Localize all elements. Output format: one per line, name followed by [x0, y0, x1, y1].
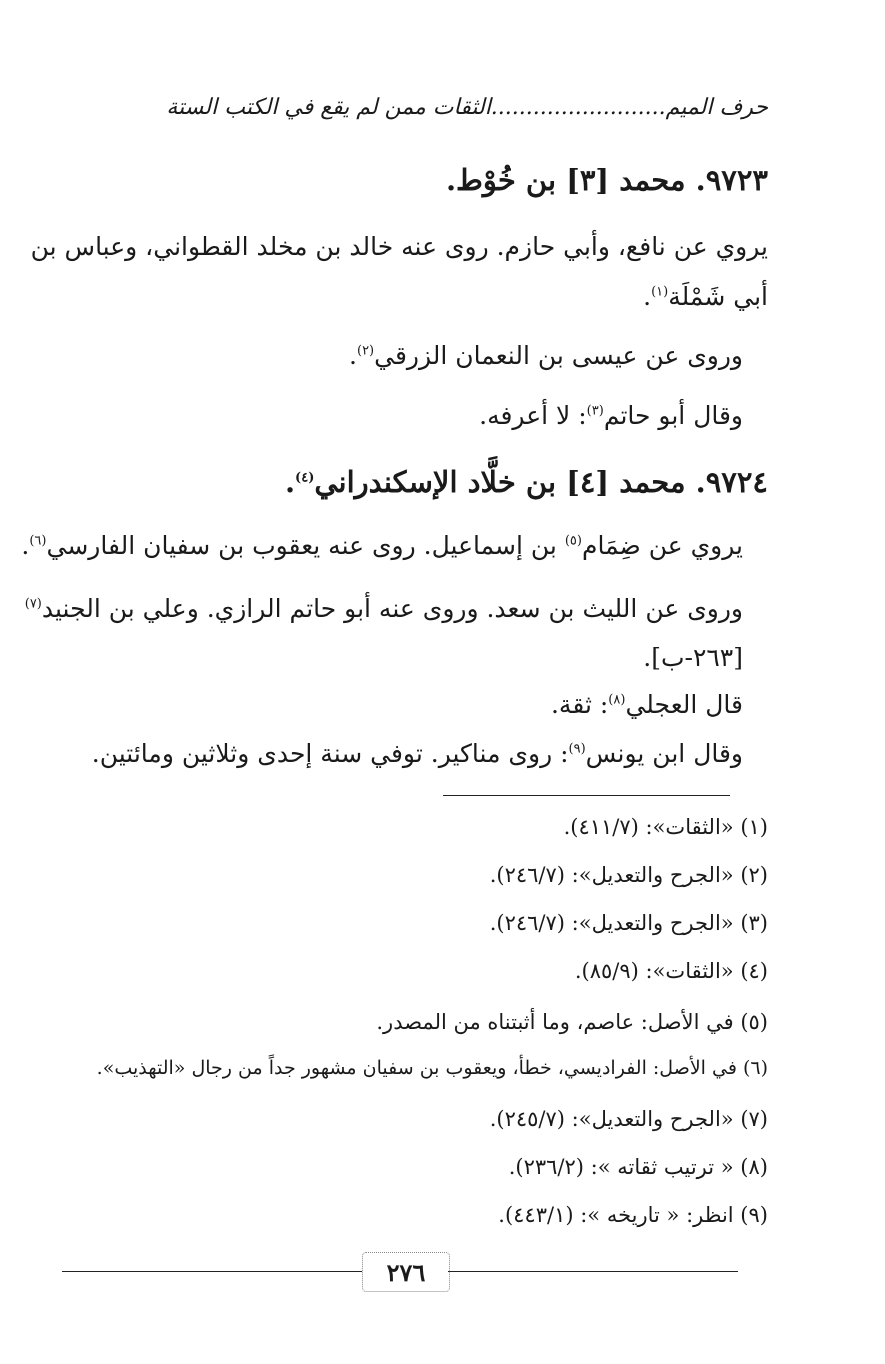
footnote-9: (٩) انظر: « تاريخه »: (٤٤٣/١). [498, 1203, 768, 1227]
running-head: حرف الميم.........................الثقات ممن لم يقع في الكتب الستة [166, 95, 768, 120]
page-rule-right [448, 1271, 738, 1272]
footnote-marker-2: (٢) [356, 343, 375, 359]
entry-heading-9724 [285, 465, 768, 499]
entry-9724-line-1 [21, 531, 743, 560]
text-run: بن إسماعيل. روى عنه يعقوب بن سفيان الفارسي [46, 531, 565, 560]
entry-9724-line-4 [551, 690, 743, 719]
footnote-8: (٨) « ترتيب ثقاته »: (٢٣٦/٢). [508, 1155, 768, 1179]
text-run: وروى عن الليث بن سعد. وروى عنه أبو حاتم الرازي. وعلي بن الجنيد [41, 594, 743, 623]
text-run: قال العجلي [625, 690, 743, 719]
entry-9723-line-1: يروي عن نافع، وأبي حازم. روى عنه خالد بن مخلد القطواني، وعباس بن [30, 232, 768, 261]
page-number: ٢٧٦ [362, 1252, 450, 1292]
footnote-marker-7: (٧) [24, 596, 42, 612]
text-run: ٩٧٢٤. محمد [٤] بن خلَّاد الإسكندراني [314, 465, 768, 499]
text-run: وروى عن عيسى بن النعمان الزرقي [374, 341, 743, 370]
entry-9724-line-2 [25, 594, 743, 623]
entry-9723-line-2 [643, 282, 768, 311]
text-run: أبي شَمْلَة [668, 282, 768, 311]
footnote-marker-3: (٣) [586, 403, 604, 419]
text-run: . [21, 531, 30, 560]
text-run: . [349, 341, 357, 370]
text-run: . [643, 282, 652, 311]
entry-heading-9723: ٩٧٢٣. محمد [٣] بن خُوْط. [445, 163, 768, 197]
page-rule-left [62, 1271, 362, 1272]
footnote-marker-1: (١) [651, 284, 669, 300]
footnote-6: (٦) في الأصل: الفراديسي، خطأ، ويعقوب بن سفيان مشهور جداً من رجال «التهذيب». [96, 1057, 768, 1079]
footnote-1: (١) «الثقات»: (٤١١/٧). [563, 815, 768, 839]
footnote-marker-8: (٨) [608, 692, 626, 708]
footnote-marker-6: (٦) [29, 533, 47, 549]
text-run: : روى مناكير. توفي سنة إحدى وثلاثين ومائتين. [91, 739, 569, 768]
text-run: : لا أعرفه. [479, 401, 587, 430]
text-run: يروي عن ضِمَام [581, 531, 743, 560]
text-run: وقال ابن يونس [585, 739, 743, 768]
footnote-5: (٥) في الأصل: عاصم، وما أثبتناه من المصدر. [376, 1010, 768, 1034]
footnote-marker-9: (٩) [568, 741, 586, 757]
footnote-2: (٢) «الجرح والتعديل»: (٢٤٦/٧). [489, 863, 768, 887]
entry-9724-line-5 [92, 739, 743, 768]
entry-9724-line-3: [٢٦٣-ب]. [643, 643, 743, 672]
footnote-3: (٣) «الجرح والتعديل»: (٢٤٦/٧). [489, 911, 768, 935]
footnote-7: (٧) «الجرح والتعديل»: (٢٤٥/٧). [489, 1107, 768, 1131]
text-run: وقال أبو حاتم [603, 401, 743, 430]
footnote-marker-5: (٥) [564, 533, 582, 549]
entry-9723-line-3 [349, 341, 743, 370]
text-run: . [284, 465, 296, 499]
text-run: : ثقة. [550, 690, 609, 719]
footnote-separator [443, 795, 730, 796]
entry-9723-line-4 [479, 401, 743, 430]
footnote-marker-4: (٤) [295, 470, 315, 486]
footnote-4: (٤) «الثقات»: (٨٥/٩). [574, 959, 768, 983]
